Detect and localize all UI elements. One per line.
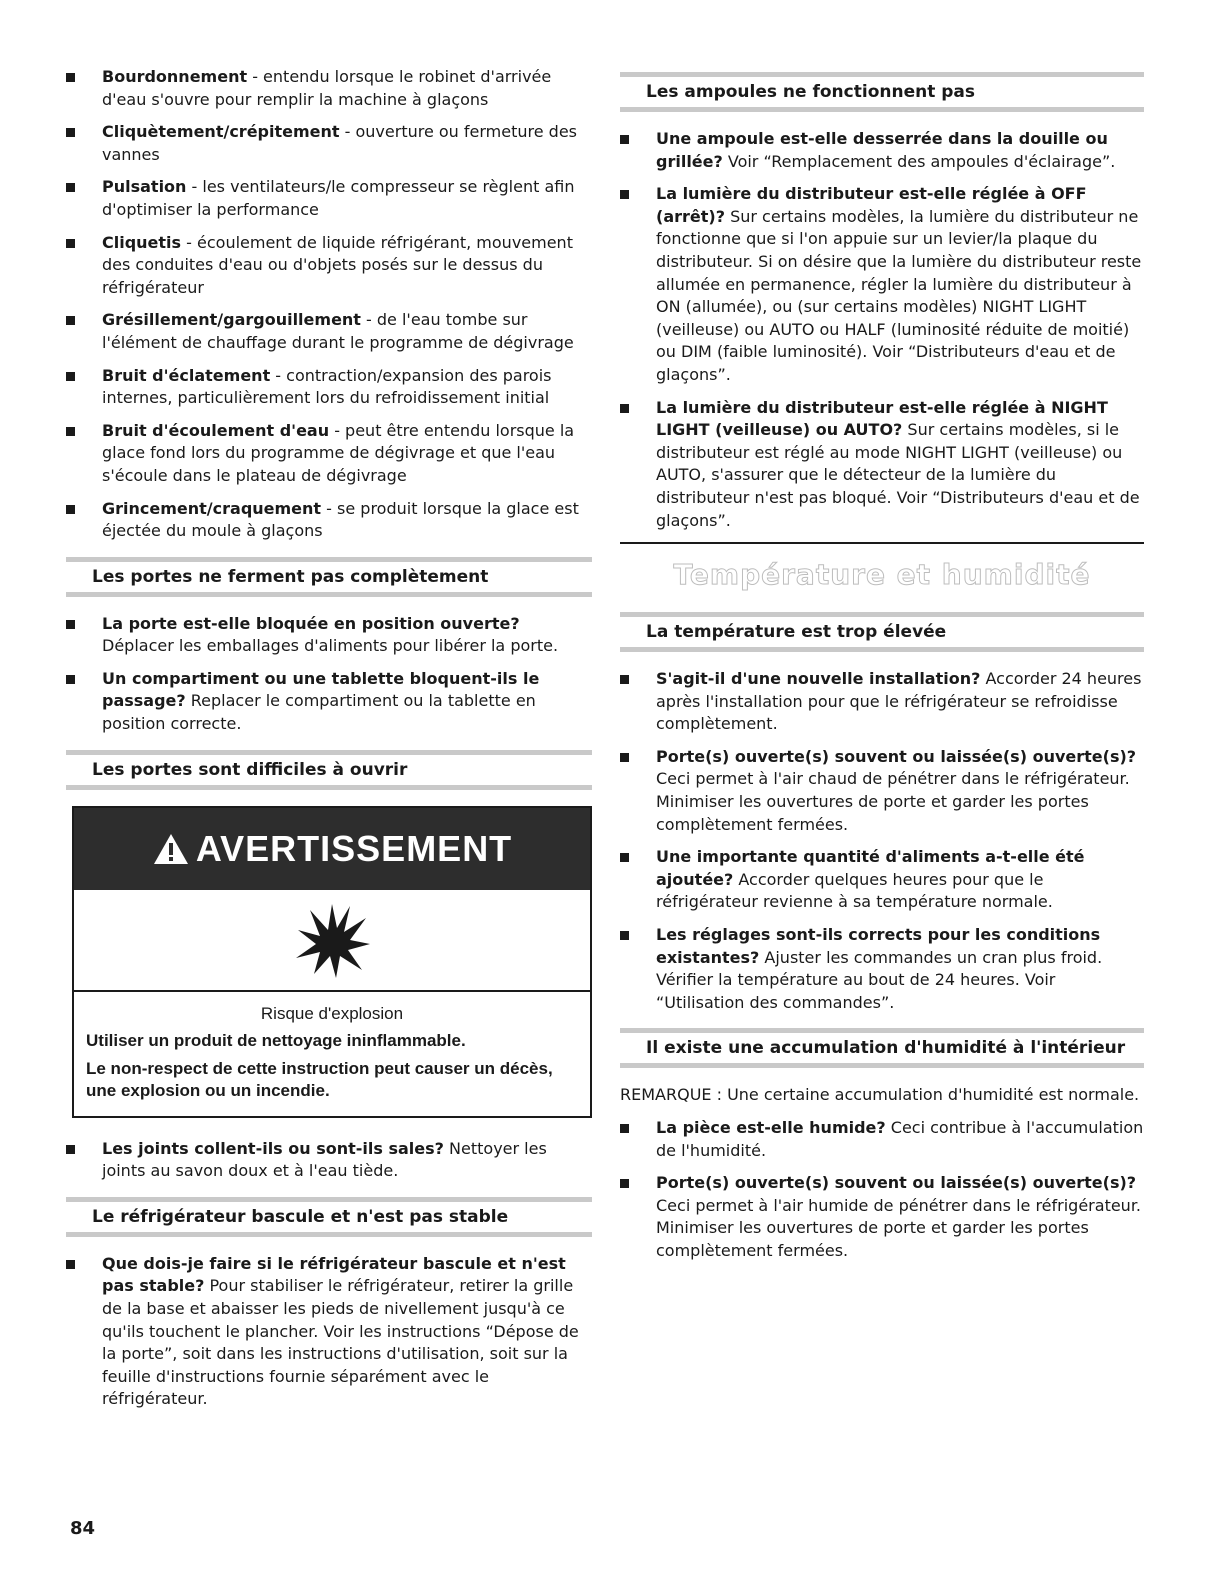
list-item: Un compartiment ou une tablette bloquent-ils le passage? Replacer le compartiment ou la tablette en position correcte. bbox=[66, 668, 592, 736]
list-item: La pièce est-elle humide? Ceci contribue à l'accumulation de l'humidité. bbox=[620, 1117, 1144, 1162]
subheading-temp-high: La température est trop élevée bbox=[620, 612, 1144, 652]
warning-triangle-icon bbox=[152, 832, 190, 866]
list-item: Que dois-je faire si le réfrigérateur bascule et n'est pas stable? Pour stabiliser le réfrigérateur, retirer la grille de la base et abaisser les pieds de nivellement jusqu'à ce qu'ils touchent le plancher. Voir les instructions “Dépose de la porte”, soit dans les instructions d'utilisation, soit sur la feuille d'instructions fournie séparément avec le réfrigérateur. bbox=[66, 1253, 592, 1411]
subheading-doors-not-closing: Les portes ne ferment pas complètement bbox=[66, 557, 592, 597]
noise-item: Pulsation - les ventilateurs/le compresseur se règlent afin d'optimiser la performance bbox=[66, 176, 592, 221]
explosion-icon bbox=[292, 900, 372, 980]
list-item: Une importante quantité d'aliments a-t-elle été ajoutée? Accorder quelques heures pour que le réfrigérateur revienne à sa température normale. bbox=[620, 846, 1144, 914]
list-item: S'agit-il d'une nouvelle installation? Accorder 24 heures après l'installation pour que le réfrigérateur se refroidisse complètement. bbox=[620, 668, 1144, 736]
list-item: Les réglages sont-ils corrects pour les conditions existantes? Ajuster les commandes un cran plus froid. Vérifier la température au bout de 24 heures. Voir “Utilisation des commandes”. bbox=[620, 924, 1144, 1014]
warning-title: Risque d'explosion bbox=[260, 1003, 404, 1023]
list-item: Porte(s) ouverte(s) souvent ou laissée(s) ouverte(s)? Ceci permet à l'air humide de pénétrer dans le réfrigérateur. Minimiser les ouvertures de porte et garder les portes complètement fermées. bbox=[620, 1172, 1144, 1262]
warning-icon-area bbox=[74, 890, 590, 992]
list-item: Porte(s) ouverte(s) souvent ou laissée(s) ouverte(s)? Ceci permet à l'air chaud de pénétrer dans le réfrigérateur. Minimiser les ouvertures de porte et garder les portes complètement fermées. bbox=[620, 746, 1144, 836]
subheading-bulbs: Les ampoules ne fonctionnent pas bbox=[620, 72, 1144, 112]
list-item: Les joints collent-ils ou sont-ils sales? Nettoyer les joints au savon doux et à l'eau tiède. bbox=[66, 1138, 592, 1183]
noise-item: Grésillement/gargouillement - de l'eau tombe sur l'élément de chauffage durant le programme de dégivrage bbox=[66, 309, 592, 354]
list-item: Une ampoule est-elle desserrée dans la douille ou grillée? Voir “Remplacement des ampoules d'éclairage”. bbox=[620, 128, 1144, 173]
list-item: La lumière du distributeur est-elle réglée à OFF (arrêt)? Sur certains modèles, la lumière du distributeur ne fonctionne que si l'on appuie sur un levier/la plaque du distributeur. Si on désire que la lumière du distributeur reste allumée en permanence, régler la lumière du distributeur à ON (allumée), ou (sur certains modèles) NIGHT LIGHT (veilleuse) ou AUTO ou HALF (luminosité réduite de moitié) ou DIM (faible luminosité). Voir “Distributeurs d'eau et de glaçons”. bbox=[620, 183, 1144, 386]
page-number: 84 bbox=[70, 1518, 96, 1539]
section-title: Température et humidité bbox=[620, 542, 1144, 612]
warning-header bbox=[74, 808, 590, 890]
humidity-note: REMARQUE : Une certaine accumulation d'humidité est normale. bbox=[620, 1085, 1140, 1105]
warning-line-1: Utiliser un produit de nettoyage ininflammable. bbox=[86, 1030, 466, 1050]
warning-line-2: Le non-respect de cette instruction peut causer un décès, une explosion ou un incendie. bbox=[86, 1058, 553, 1100]
noise-item: Cliquetis - écoulement de liquide réfrigérant, mouvement des conduites d'eau ou d'objets posés sur le dessus du réfrigérateur bbox=[66, 232, 592, 300]
left-column bbox=[66, 66, 592, 1421]
list-item: La lumière du distributeur est-elle réglée à NIGHT LIGHT (veilleuse) ou AUTO? Sur certains modèles, si le distributeur est réglé au mode NIGHT LIGHT (veilleuse) ou AUTO, s'assurer que le détecteur de la lumière du distributeur n'est pas bloqué. Voir “Distributeurs d'eau et de glaçons”. bbox=[620, 397, 1144, 533]
noise-item: Grincement/craquement - se produit lorsque la glace est éjectée du moule à glaçons bbox=[66, 498, 592, 543]
noise-item: Bourdonnement - entendu lorsque le robinet d'arrivée d'eau s'ouvre pour remplir la machine à glaçons bbox=[66, 66, 592, 111]
list-item: La porte est-elle bloquée en position ouverte? Déplacer les emballages d'aliments pour libérer la porte. bbox=[66, 613, 592, 658]
subheading-doors-hard-to-open: Les portes sont difficiles à ouvrir bbox=[66, 750, 592, 790]
noise-item: Cliquètement/crépitement - ouverture ou fermeture des vannes bbox=[66, 121, 592, 166]
noise-item: Bruit d'écoulement d'eau - peut être entendu lorsque la glace fond lors du programme de dégivrage et que l'eau s'écoule dans le plateau de dégivrage bbox=[66, 420, 592, 488]
noise-item: Bruit d'éclatement - contraction/expansion des parois internes, particulièrement lors du refroidissement initial bbox=[66, 365, 592, 410]
right-column bbox=[620, 66, 1144, 1273]
subheading-humidity: Il existe une accumulation d'humidité à l'intérieur bbox=[620, 1028, 1144, 1068]
warning-box bbox=[72, 806, 592, 1118]
warning-header-text: AVERTISSEMENT bbox=[195, 827, 513, 869]
subheading-tips: Le réfrigérateur bascule et n'est pas stable bbox=[66, 1197, 592, 1237]
